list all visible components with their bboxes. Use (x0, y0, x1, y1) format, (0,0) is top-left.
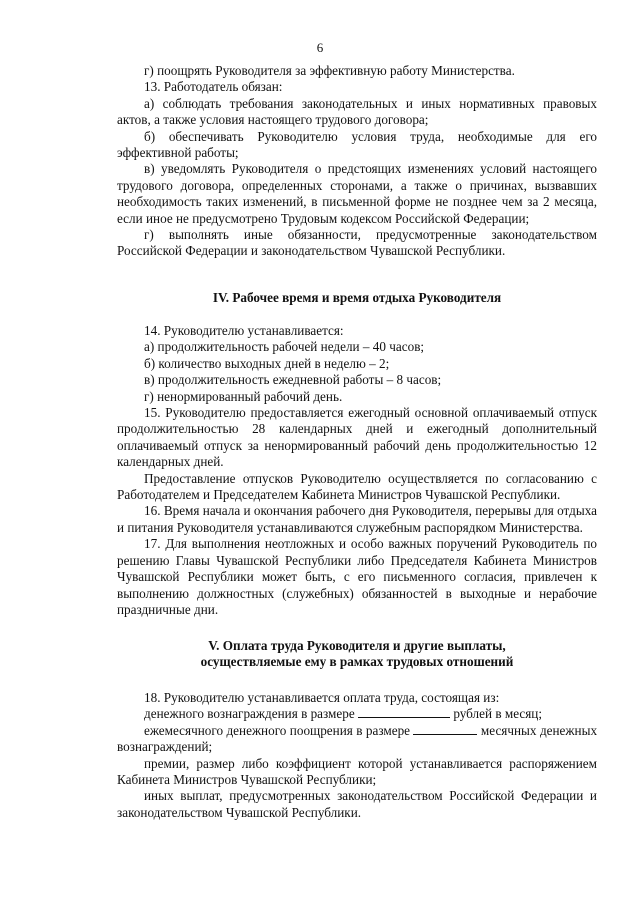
paragraph: Предоставление отпусков Руководителю осуществляется по согласованию с Работодателем и Председателем Кабинета Министров Чувашской Республики. (117, 470, 597, 503)
section-4-heading (117, 290, 597, 306)
bonus-text-after: месячных денежных вознаграждений; (117, 722, 598, 755)
page-number: 6 (316, 40, 324, 55)
paragraph: 16. Время начала и окончания рабочего дня Руководителя, перерывы для отдыха и питания Руководителя устанавливаются служебным распорядком Министерства. (117, 503, 597, 535)
section-5-heading (117, 638, 597, 671)
paragraph: 14. Руководителю устанавливается: (144, 323, 344, 338)
bonus-line (117, 723, 597, 756)
salary-line (117, 706, 597, 722)
salary-text-before: денежного вознаграждения в размере (144, 706, 355, 722)
paragraph: 13. Работодатель обязан: (144, 79, 283, 95)
section-title-line-1: V. Оплата труда Руководителя и другие выплаты, (208, 638, 506, 653)
section-title: IV. Рабочее время и время отдыха Руководителя (212, 290, 502, 305)
paragraph: иных выплат, предусмотренных законодательством Российской Федерации и законодательством Чувашской Республики. (117, 788, 597, 820)
bonus-text-before: ежемесячного денежного поощрения в размере (144, 722, 411, 738)
remuneration-block (117, 690, 597, 821)
bonus-amount-blank[interactable] (413, 723, 477, 735)
paragraph: в) продолжительность ежедневной работы – 8 часов; (144, 372, 442, 388)
paragraph: 18. Руководителю устанавливается оплата труда, состоящая из: (144, 690, 500, 705)
paragraph: а) соблюдать требования законодательных и иных нормативных правовых актов, а также условия настоящего трудового договора; (117, 95, 597, 128)
salary-text-after: рублей в месяц; (453, 706, 543, 722)
salary-amount-blank[interactable] (358, 706, 450, 718)
employer-obligations-block (117, 63, 597, 260)
paragraph: 15. Руководителю предоставляется ежегодный основной оплачиваемый отпуск продолжительностью 28 календарных дней и ежегодный дополнительный оплачиваемый отпуск за ненормированный рабочий день продолжительностью 12 календарных дней. (117, 405, 597, 470)
paragraph: б) обеспечивать Руководителю условия труда, необходимые для его эффективной работы; (117, 128, 597, 161)
working-time-block (117, 323, 597, 618)
paragraph: г) поощрять Руководителя за эффективную работу Министерства. (144, 63, 515, 78)
paragraph: 17. Для выполнения неотложных и особо важных поручений Руководитель по решению Главы Чувашской Республики либо Председателя Кабинета Министров Чувашской Республики может быть, с его письменного согласия, привлечен к выполнению должностных (служебных) обязанностей в выходные и нерабочие праздничные дни. (117, 536, 597, 617)
paragraph: г) ненормированный рабочий день. (144, 388, 343, 404)
paragraph: г) выполнять иные обязанности, предусмотренные законодательством Российской Федерации и законодательством Чувашской Республики. (117, 227, 597, 259)
paragraph: в) уведомлять Руководителя о предстоящих изменениях условий настоящего трудового договора, определенных сторонами, а также о причинах, вызвавших необходимость таких изменений, в письменной форме не позднее чем за 2 месяца, если иное не предусмотрено Трудовым кодексом Российской Федерации; (117, 161, 597, 226)
paragraph: премии, размер либо коэффициент которой устанавливается распоряжением Кабинета Министров Чувашской Республики; (117, 755, 597, 788)
paragraph: б) количество выходных дней в неделю – 2; (144, 355, 390, 371)
section-title-line-2: осуществляемые ему в рамках трудовых отношений (200, 654, 514, 670)
paragraph: а) продолжительность рабочей недели – 40 часов; (144, 339, 425, 355)
